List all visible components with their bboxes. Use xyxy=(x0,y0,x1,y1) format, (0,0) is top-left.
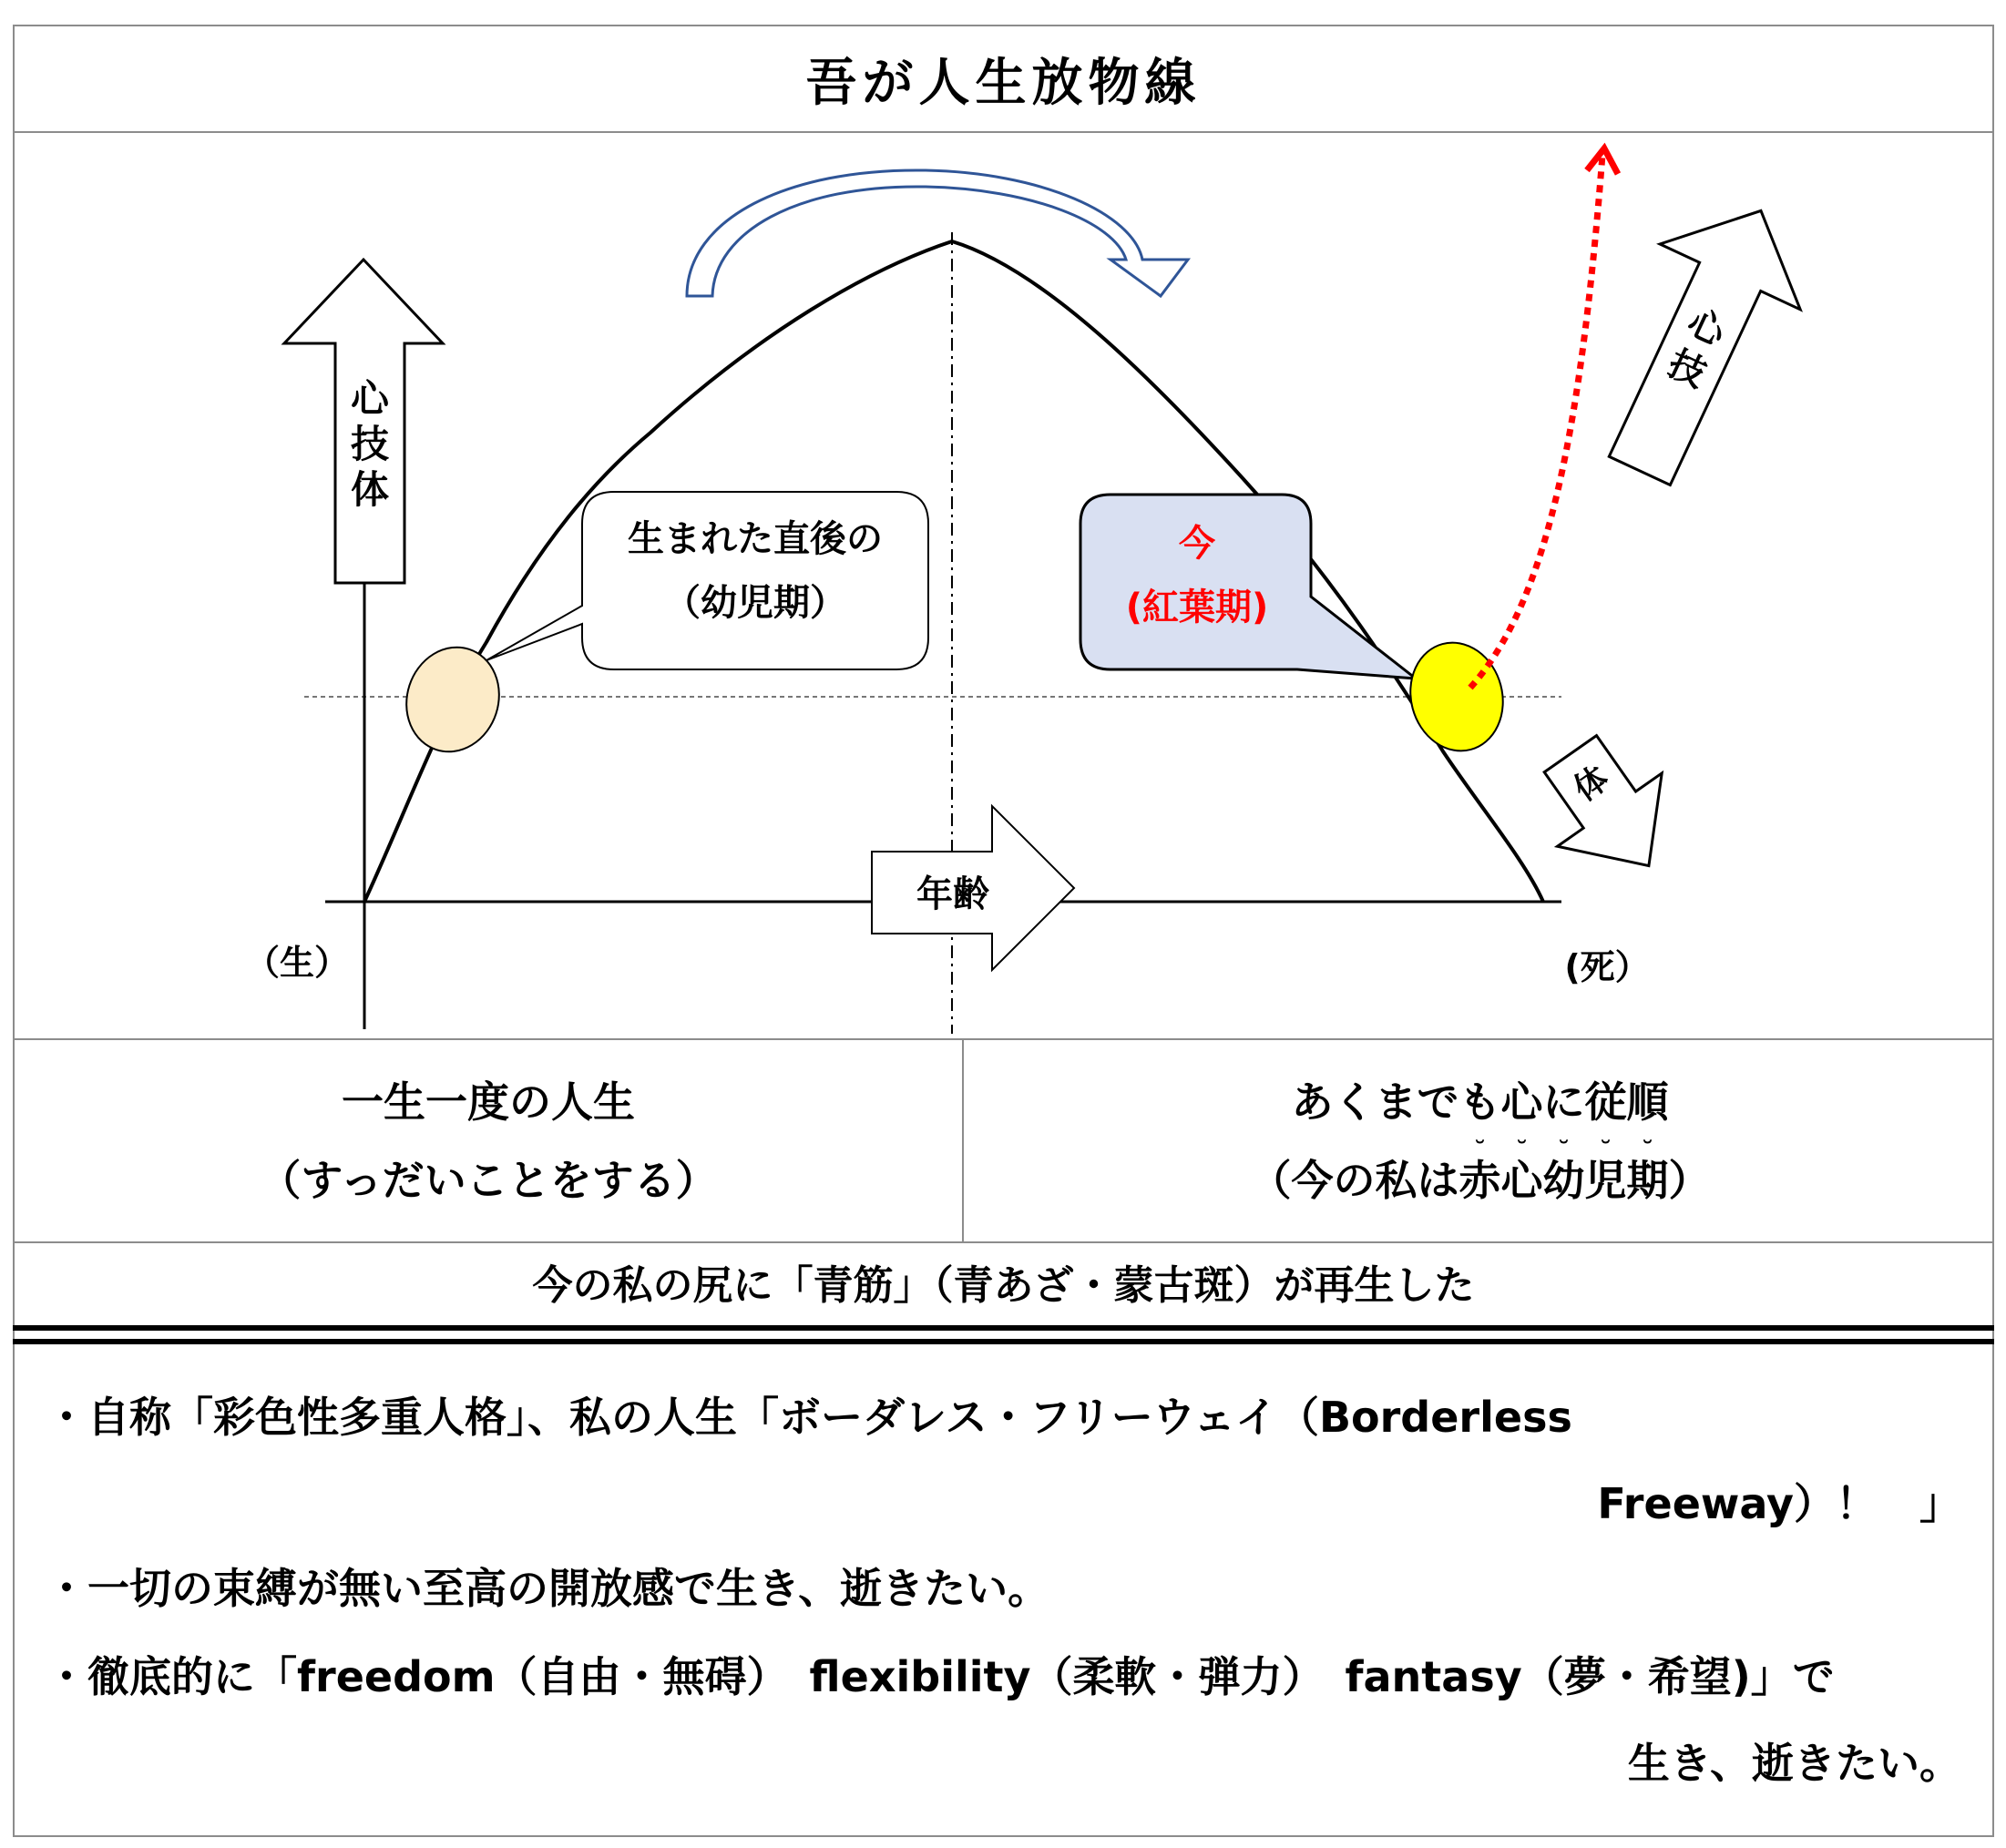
double-rule-bottom xyxy=(13,1339,1994,1344)
left-cell-line2: （すっだいことをする） xyxy=(259,1155,718,1205)
right-cell-prefix: （今の私は xyxy=(1249,1155,1459,1205)
note-line-1: ・自称「彩色性多重人格」、私の人生「ボーダレス・フリーウェイ（Borderless xyxy=(46,1393,1572,1442)
note-line-5: 生き、逝きたい。 xyxy=(1627,1739,1961,1788)
curved-flow-arrow xyxy=(687,170,1188,296)
age-arrow-label: 年齢 xyxy=(916,873,989,915)
up-arrow-label-1: 心 xyxy=(1681,301,1732,355)
right-cell-suffix: ） xyxy=(1668,1155,1711,1205)
vertical-arrow-label-3: 体 xyxy=(350,467,390,512)
emphasis-char: ˘ 心 xyxy=(1501,1141,1543,1220)
left-cell xyxy=(15,1040,962,1241)
right-cell-line1: あくまでも心に従順 xyxy=(1291,1077,1669,1127)
right-cell-line2 xyxy=(1250,1141,1711,1220)
vertical-arrow-label-2: 技 xyxy=(350,422,390,466)
rising-dotted-arrow xyxy=(1470,155,1602,688)
now-callout-line2: (紅葉期) xyxy=(1125,587,1269,628)
infancy-oval xyxy=(394,635,513,763)
infancy-callout-line2: （幼児期） xyxy=(664,582,846,624)
regeneration-note: 今の私の尻に「青筋」（青あざ・蒙古斑）が再生した xyxy=(13,1242,1994,1321)
double-rule-top xyxy=(13,1325,1994,1331)
comparison-row xyxy=(13,1038,1994,1243)
emphasis-char: ˘ 赤 xyxy=(1459,1141,1501,1220)
birth-label: （生） xyxy=(244,943,350,983)
now-callout-line1: 今 xyxy=(1179,523,1215,565)
note-line-4: ・徹底的に「freedom（自由・無碍） flexibility（柔軟・弾力） fantasy（夢・希望)」で xyxy=(46,1652,1835,1701)
life-curve xyxy=(364,241,1543,902)
right-cell xyxy=(962,1040,1996,1241)
emphasis-char: ˘ 児 xyxy=(1585,1141,1627,1220)
note-line-3: ・一切の束縛が無い至高の開放感で生き、逝きたい。 xyxy=(46,1564,1050,1613)
left-cell-line1: 一生一度の人生 xyxy=(342,1077,635,1127)
down-arrow-label: 体 xyxy=(1567,759,1616,809)
emphasis-char: ˘ 幼 xyxy=(1543,1141,1585,1220)
body-down-arrow xyxy=(1519,718,1702,903)
mind-skill-up-arrow xyxy=(1570,178,1831,503)
emphasis-char: ˘ 期 xyxy=(1627,1141,1669,1220)
page-title: 吾が人生放物線 xyxy=(13,25,1994,133)
vertical-arrow-label-1: 心 xyxy=(350,376,390,421)
notes-section xyxy=(13,1357,1994,1837)
life-parabola-diagram xyxy=(13,132,1994,1039)
infancy-callout-line1: 生まれた直後の xyxy=(628,518,883,560)
note-line-2: Freeway）！ 」 xyxy=(1597,1479,1961,1528)
up-arrow-label-2: 技 xyxy=(1661,342,1713,396)
death-label: (死） xyxy=(1564,947,1650,987)
diagram-svg xyxy=(13,132,1994,1039)
